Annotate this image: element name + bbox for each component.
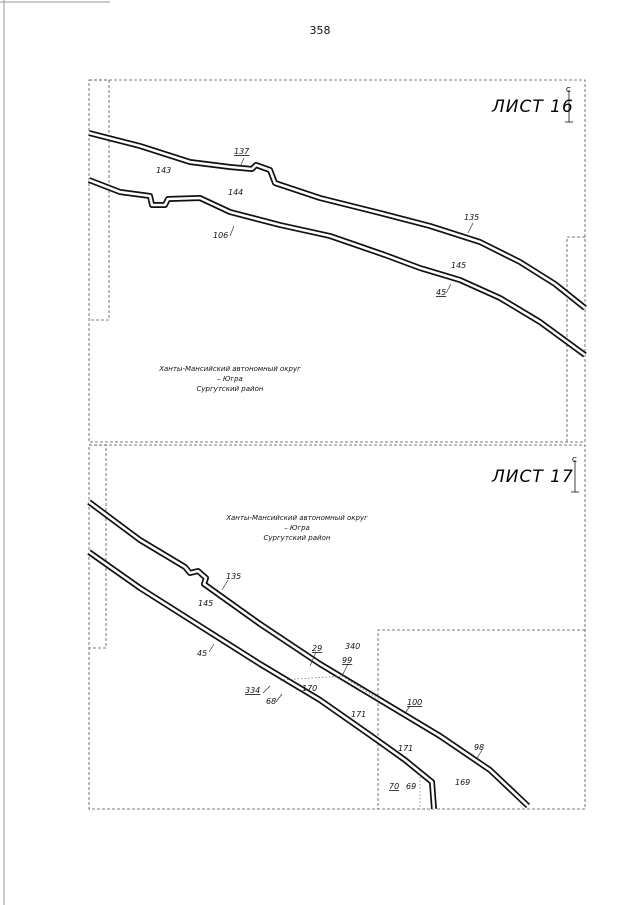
parcel-label: 45 bbox=[436, 288, 447, 297]
region-name-line3: Сургутский район bbox=[196, 385, 264, 393]
parcel-label: 171 bbox=[351, 710, 367, 719]
parcel-label: 145 bbox=[198, 599, 214, 608]
sheet-16 bbox=[89, 80, 585, 442]
parcel-label: 106 bbox=[213, 231, 229, 240]
parcel-label: 135 bbox=[226, 572, 242, 581]
region-name-line1: Ханты-Мансийский автономный округ bbox=[159, 365, 301, 373]
parcel-label: 171 bbox=[398, 744, 414, 753]
road-lower-17 bbox=[89, 552, 434, 809]
parcel-label: 69 bbox=[406, 782, 417, 791]
parcel-label: 145 bbox=[451, 261, 467, 270]
svg-text:С: С bbox=[566, 86, 571, 94]
region-name-line1: Ханты-Мансийский автономный округ bbox=[226, 514, 368, 522]
parcel-label: 135 bbox=[464, 213, 480, 222]
road-upper-16 bbox=[89, 133, 585, 308]
parcel-label: 70 bbox=[389, 782, 400, 791]
sheet-16-inset-right bbox=[567, 237, 585, 442]
parcel-label: 68 bbox=[266, 697, 277, 706]
sheet-17-frame bbox=[89, 445, 585, 809]
sheet-17-inset-left bbox=[89, 445, 106, 648]
parcel-label: 340 bbox=[345, 642, 361, 651]
parcel-label: 137 bbox=[234, 147, 250, 156]
parcel-label: 45 bbox=[197, 649, 208, 658]
parcel-label: 334 bbox=[245, 686, 261, 695]
sheet-17 bbox=[89, 445, 585, 809]
parcel-label: 99 bbox=[342, 656, 353, 665]
region-name-line2: – Югра bbox=[284, 524, 310, 532]
sheet-16-title: ЛИСТ 16 bbox=[492, 97, 574, 117]
sheet-16-frame bbox=[89, 80, 585, 442]
parcel-label: 170 bbox=[302, 684, 318, 693]
parcel-label: 100 bbox=[407, 698, 423, 707]
region-name-line2: – Югра bbox=[217, 375, 243, 383]
sheet-17-title: ЛИСТ 17 bbox=[492, 467, 574, 487]
parcel-label: 169 bbox=[455, 778, 471, 787]
parcel-label: 144 bbox=[228, 188, 244, 197]
region-name-line3: Сургутский район bbox=[263, 534, 331, 542]
page-number: 358 bbox=[309, 24, 331, 37]
sheet-16-inset-left bbox=[89, 80, 109, 320]
svg-text:С: С bbox=[572, 456, 577, 464]
parcel-label: 29 bbox=[312, 644, 323, 653]
parcel-label: 98 bbox=[474, 743, 485, 752]
parcel-label: 143 bbox=[156, 166, 172, 175]
